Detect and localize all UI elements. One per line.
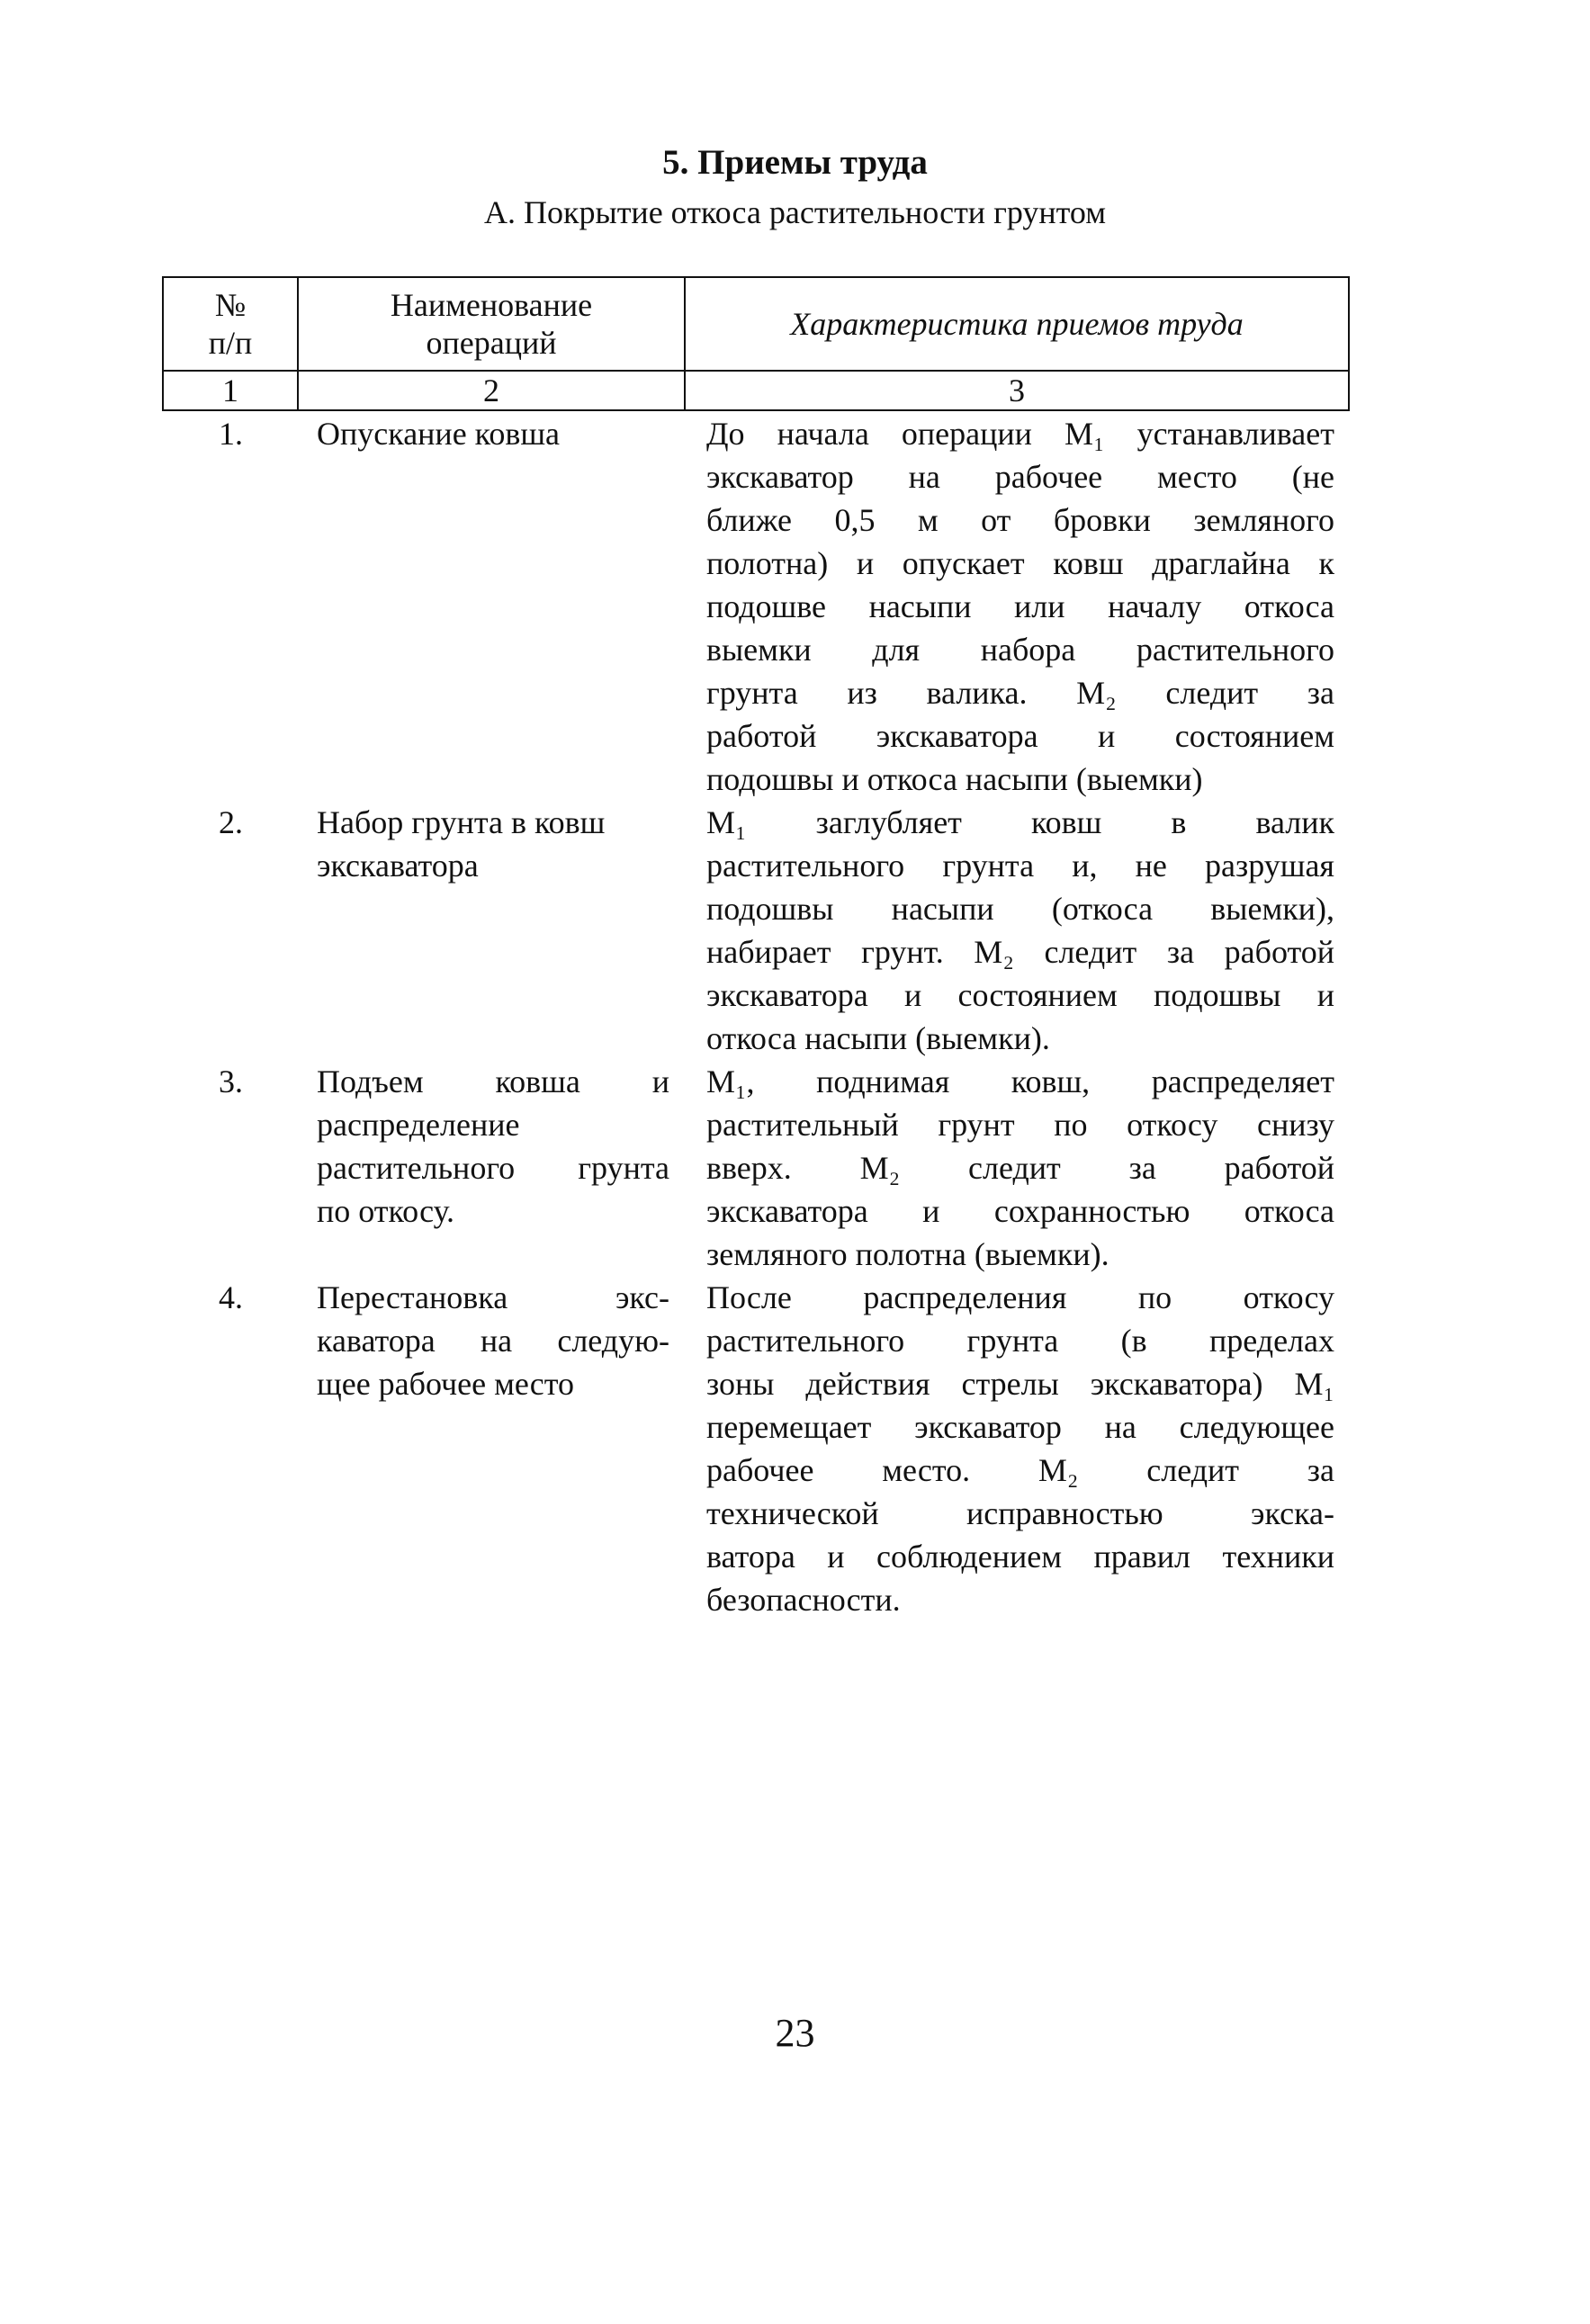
description-line: работой экскаватора и состоянием (706, 718, 1334, 754)
operation-line: растительного грунта (317, 1150, 669, 1186)
operation-line: Перестановка экс- (317, 1279, 669, 1315)
row-description (706, 412, 1334, 801)
operation-line: Набор грунта в ковш (317, 804, 606, 840)
description-line: экскаватор на рабочее место (не (706, 459, 1334, 495)
description-line: грунта из валика. М₂ следит за (706, 675, 1334, 711)
description-line: растительного грунта и, не разрушая (706, 848, 1334, 884)
header-col-operation-line1: Наименование (390, 287, 593, 323)
row-number: 3. (219, 1063, 243, 1099)
description-line: вверх. М₂ следит за работой (706, 1150, 1334, 1186)
operation-line: щее рабочее место (317, 1366, 574, 1402)
page-subtitle: А. Покрытие откоса растительности грунтом (484, 194, 1106, 230)
description-line: экскаватора и сохранностью откоса (706, 1193, 1334, 1229)
header-col-operation (299, 278, 684, 370)
row-operation (317, 1276, 669, 1405)
operation-line: по откосу. (317, 1193, 454, 1229)
description-line: ближе 0,5 м от бровки земляного (706, 502, 1334, 538)
description-line: растительного грунта (в пределах (706, 1323, 1334, 1359)
header-col-number (164, 278, 297, 370)
header-col-number-line1: № (214, 287, 247, 323)
operation-line: Опускание ковша (317, 416, 561, 452)
description-line: технической исправностью экска- (706, 1495, 1334, 1531)
row-description (706, 1276, 1334, 1621)
page-title: 5. Приемы труда (662, 143, 928, 182)
operation-line: экскаватора (317, 848, 479, 884)
row-description (706, 801, 1334, 1060)
description-line: полотна) и опускает ковш драглайна к (706, 545, 1334, 581)
row-operation (317, 412, 669, 455)
operation-line: каватора на следую- (317, 1323, 669, 1359)
description-line: подошве насыпи или началу откоса (706, 588, 1334, 624)
description-line: земляного полотна (выемки). (706, 1236, 1109, 1272)
description-line: зоны действия стрелы экскаватора) М₁ (706, 1366, 1334, 1402)
operation-line: распределение (317, 1107, 520, 1143)
description-line: До начала операции М₁ устанавливает (706, 416, 1334, 452)
column-number-2: 2 (483, 372, 499, 408)
description-line: ватора и соблюдением правил техники (706, 1539, 1334, 1575)
description-line: подошвы насыпи (откоса выемки), (706, 891, 1334, 927)
row-number: 2. (219, 804, 243, 840)
description-line: безопасности. (706, 1582, 901, 1618)
description-line: экскаватора и состоянием подошвы и (706, 977, 1334, 1013)
header-col-description: Характеристика приемов труда (790, 306, 1244, 342)
description-line: М₁, поднимая ковш, распределяет (706, 1063, 1334, 1099)
row-number: 4. (219, 1279, 243, 1315)
description-line: набирает грунт. М₂ следит за работой (706, 934, 1334, 970)
description-line: После распределения по откосу (706, 1279, 1334, 1315)
row-number: 1. (219, 416, 243, 452)
description-line: перемещает экскаватор на следующее (706, 1409, 1334, 1445)
description-line: М₁ заглубляет ковш в валик (706, 804, 1334, 840)
header-col-operation-line2: операций (426, 325, 557, 361)
column-number-3: 3 (1009, 372, 1025, 408)
description-line: растительный грунт по откосу снизу (706, 1107, 1334, 1143)
description-line: откоса насыпи (выемки). (706, 1020, 1050, 1056)
description-line: рабочее место. М₂ следит за (706, 1452, 1334, 1488)
row-operation (317, 1060, 669, 1233)
description-line: выемки для набора растительного (706, 632, 1334, 668)
page-number: 23 (775, 2011, 815, 2055)
table-header (162, 276, 1350, 411)
row-operation (317, 801, 669, 887)
header-col-number-line2: п/п (208, 325, 253, 361)
row-description (706, 1060, 1334, 1276)
operation-line: Подъем ковша и (317, 1063, 669, 1099)
column-number-1: 1 (222, 372, 238, 408)
description-line: подошвы и откоса насыпи (выемки) (706, 761, 1203, 797)
